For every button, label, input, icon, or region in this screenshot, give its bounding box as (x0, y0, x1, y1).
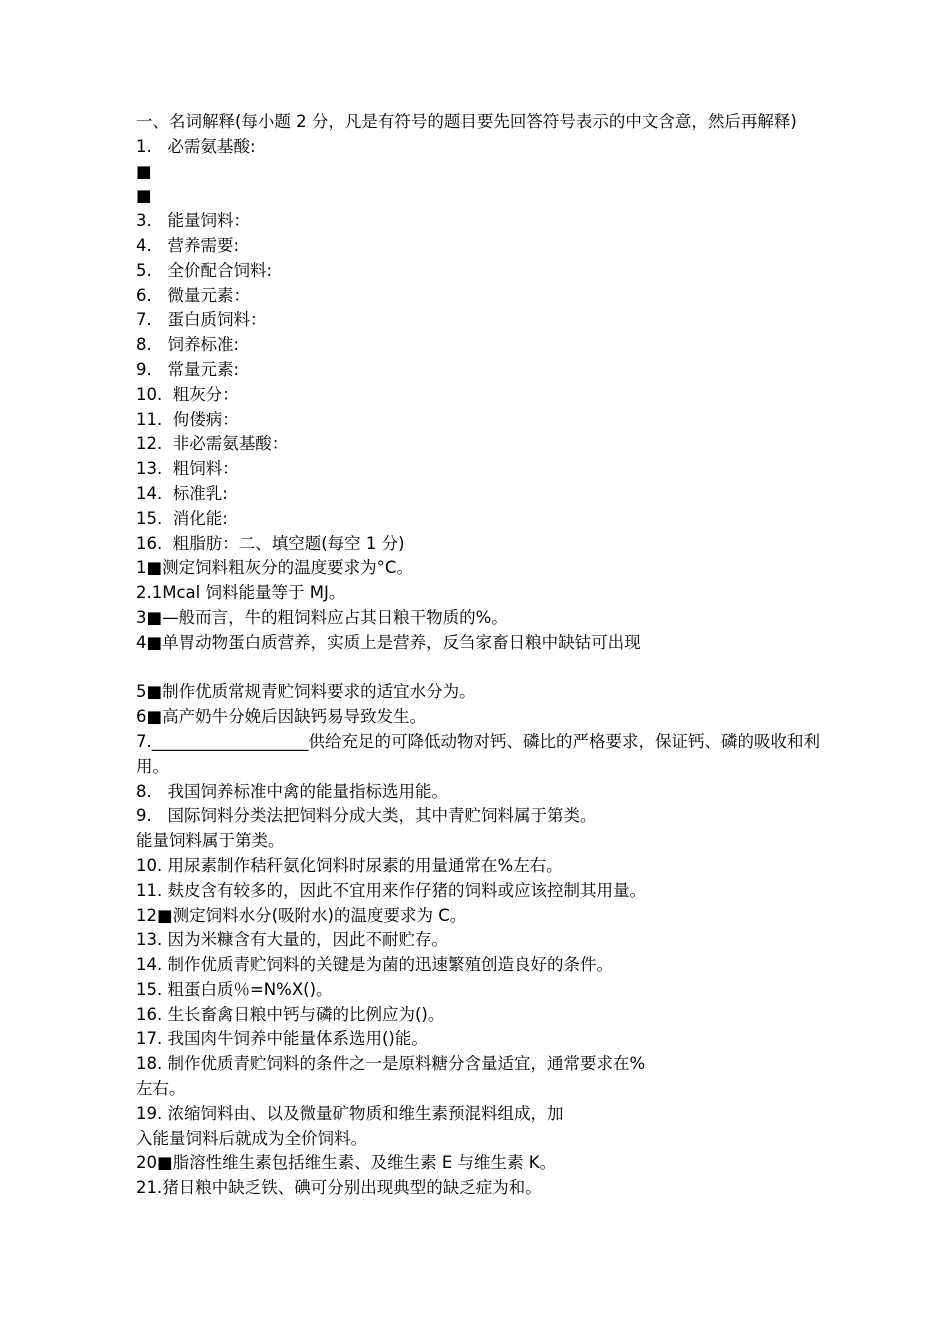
list-item: 6■高产奶牛分娩后因缺钙易导致发生。 (136, 707, 427, 727)
list-item: 1■测定饲料粗灰分的温度要求为°C。 (136, 558, 413, 578)
list-item: 5■制作优质常规青贮饲料要求的适宜水分为。 (136, 682, 476, 702)
list-item: 12. 非必需氨基酸： (136, 434, 289, 454)
section1-list (136, 135, 826, 557)
section2-list-c (136, 780, 826, 1202)
list-item: 左右。 (136, 1079, 186, 1099)
list-item: 15. 粗蛋白质％=N%X()。 (136, 979, 333, 999)
list-item: 4. 营养需要: (136, 235, 240, 255)
list-item: 21.猪日粮中缺乏铁、碘可分别出现典型的缺乏症为和。 (136, 1178, 542, 1198)
list-item: 9. 国际饲料分类法把饲料分成大类，其中青贮饲料属于第类。 (136, 806, 597, 826)
list-item: 4■单胃动物蛋白质营养，实质上是营养，反刍家畜日粮中缺钴可出现 (136, 632, 641, 652)
list-item: 10. 粗灰分： (136, 384, 239, 404)
list-item: 9. 常量元素: (136, 359, 240, 379)
list-item: 7.___________________供给充足的可降低动物对钙、磷比的严格要求，保证钙、磷的吸收和利用。 (136, 731, 820, 776)
list-item: 16. 粗脂肪：二、填空题(每空 1 分) (136, 533, 405, 553)
list-item: 12■测定饲料水分(吸附水)的温度要求为 C。 (136, 905, 467, 925)
list-item: 13. 粗饲料： (136, 459, 239, 479)
list-item: 15. 消化能: (136, 508, 228, 528)
list-item: 8. 我国饲养标准中禽的能量指标选用能。 (136, 781, 448, 801)
list-item: 11. 麸皮含有较多的，因此不宜用来作仔猪的饲料或应该控制其用量。 (136, 880, 646, 900)
list-item: 17. 我国肉牛饲养中能量体系选用()能。 (136, 1029, 428, 1049)
section1-heading: 一、名词解释(每小题 2 分，凡是有符号的题目要先回答符号表示的中文含意，然后再解释) (136, 112, 797, 131)
list-item: 3■—般而言，牛的粗饲料应占其日粮干物质的%。 (136, 607, 508, 627)
list-item: 7. 蛋白质饲料： (136, 310, 267, 330)
list-item: 16. 生长畜禽日粮中钙与磷的比例应为()。 (136, 1004, 445, 1024)
list-item: ■ (136, 161, 152, 181)
list-item: 18. 制作优质青贮饲料的条件之一是原料糖分含量适宜，通常要求在% (136, 1054, 646, 1074)
list-item: 5. 全价配合饲料: (136, 260, 273, 280)
list-item: 3. 能量饲料： (136, 211, 250, 231)
list-item: 10. 用尿素制作秸秆氨化饲料时尿素的用量通常在%左右。 (136, 855, 563, 875)
section2-list-b (136, 680, 826, 730)
blank-line (136, 656, 826, 681)
list-item: 2.1Mcal 饲料能量等于 MJ。 (136, 583, 346, 603)
list-item: 能量饲料属于第类。 (136, 831, 285, 851)
list-item: 1. 必需氨基酸: (136, 136, 256, 156)
section2-list-a (136, 556, 826, 655)
list-item: 14. 标准乳: (136, 483, 228, 503)
list-item: 19. 浓缩饲料由、以及微量矿物质和维生素预混料组成，加 (136, 1103, 564, 1123)
list-item: 6. 微量元素： (136, 285, 250, 305)
list-item: 20■脂溶性维生素包括维生素、及维生素 E 与维生素 K。 (136, 1153, 557, 1173)
list-item: 11. 佝偻病： (136, 409, 239, 429)
list-item: 8. 饲养标准: (136, 335, 240, 355)
list-item: 入能量饲料后就成为全价饲料。 (136, 1128, 367, 1148)
document-body (136, 110, 826, 1201)
list-item: 14. 制作优质青贮饲料的关键是为菌的迅速繁殖创造良好的条件。 (136, 955, 613, 975)
list-item: 13. 因为米糠含有大量的，因此不耐贮存。 (136, 930, 448, 950)
list-item: ■ (136, 186, 152, 206)
